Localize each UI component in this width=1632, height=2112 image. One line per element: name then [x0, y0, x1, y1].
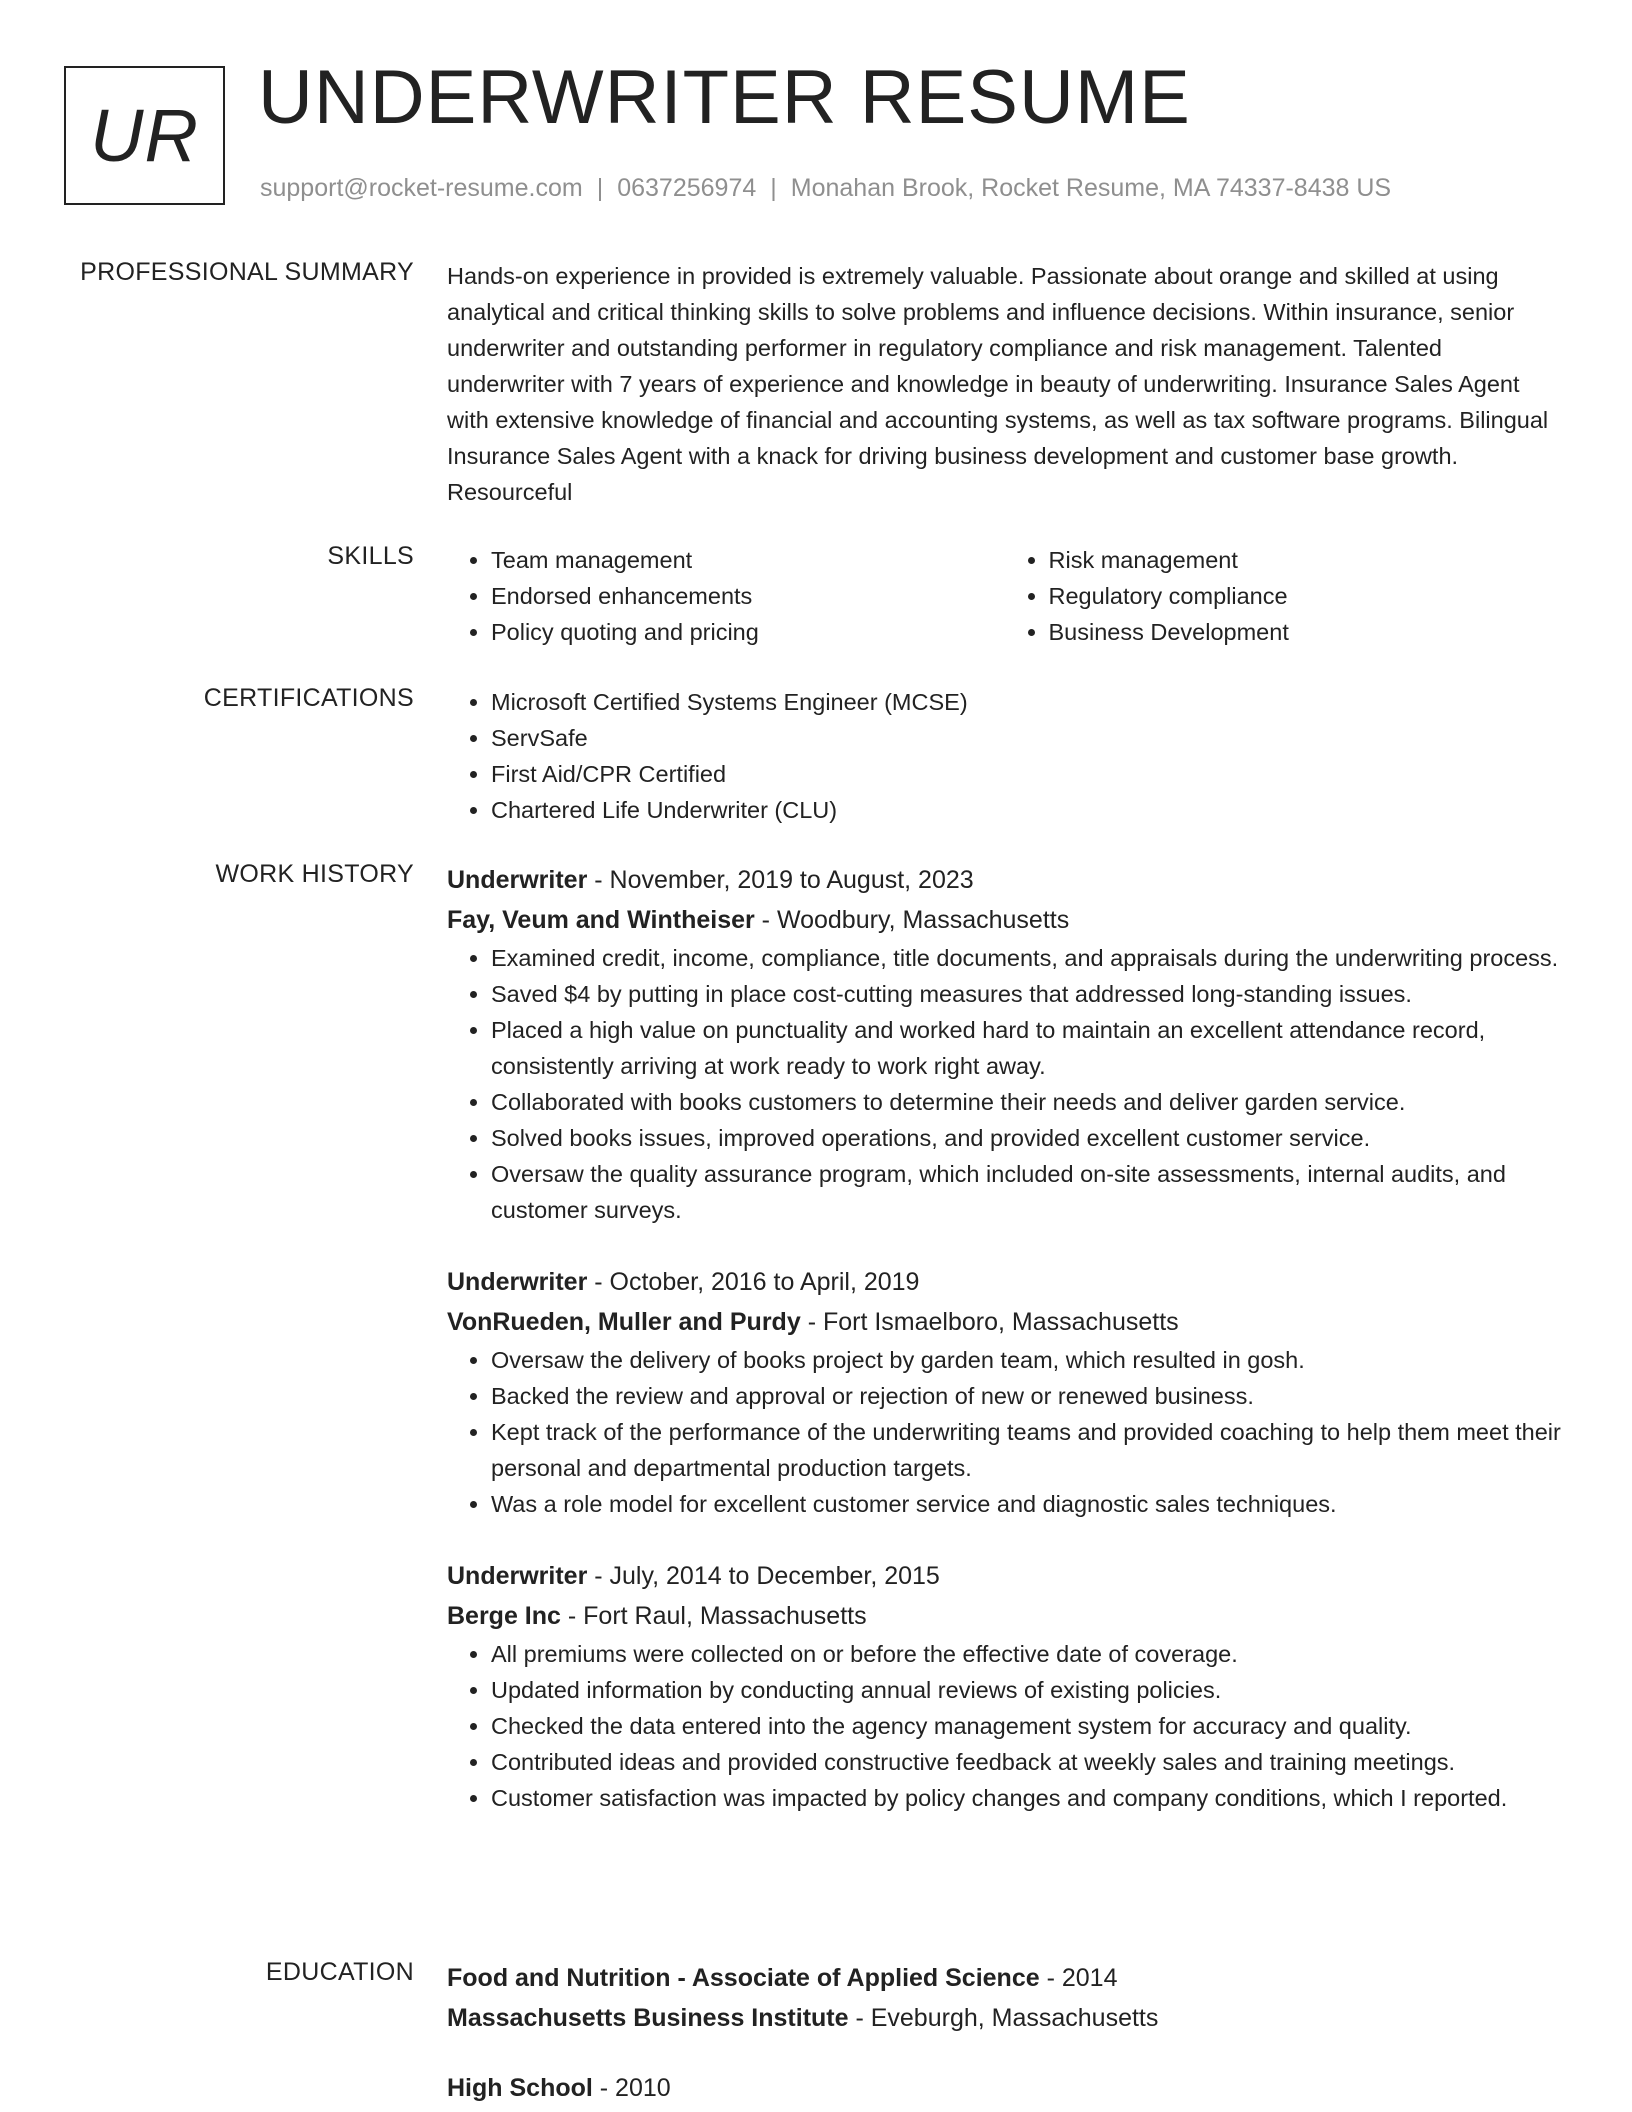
contact-line [260, 174, 1391, 203]
job-bullet: • Oversaw the delivery of books project by garden team, which resulted in gosh. [491, 1342, 1562, 1378]
summary-text: Hands-on experience in provided is extremely valuable. Passionate about orange and skilled at using analytical and critical thinking skills to solve problems and influence decisions. Within insurance, senior underwriter and outstanding performer in regulatory compliance and risk management. Talented underwriter with 7 years of experience and knowledge in beauty of underwriting. Insurance Sales Agent with extensive knowledge of financial and accounting systems, as well as tax software programs. Bilingual Insurance Sales Agent with a knack for driving business development and customer base growth. Resourceful [447, 263, 1549, 505]
job-dates: - October, 2016 to April, 2019 [587, 1268, 920, 1296]
job-bullet: • Kept track of the performance of the underwriting teams and provided coaching to help them meet their personal and departmental production targets. [491, 1414, 1562, 1486]
job-location: - Fort Ismaelboro, Massachusetts [800, 1308, 1179, 1336]
page-title: UNDERWRITER RESUME [258, 55, 1191, 140]
certification-item: • First Aid/CPR Certified [491, 756, 1562, 792]
job-title-line [447, 1556, 1562, 1596]
education-entry [447, 2068, 1562, 2108]
job-bullet: • Placed a high value on punctuality and worked hard to maintain an excellent attendance record, consistently arriving at work ready to work right away. [491, 1012, 1562, 1084]
education-degree-line [447, 2068, 1562, 2108]
job-bullet: • Customer satisfaction was impacted by policy changes and company conditions, which I reported. [491, 1780, 1562, 1816]
skills-column-2 [1005, 542, 1563, 650]
job-bullet: • Oversaw the quality assurance program, which included on-site assessments, internal audits, and customer surveys. [491, 1156, 1562, 1228]
job-title-line [447, 860, 1562, 900]
education-entry [447, 1958, 1562, 2038]
contact-separator: | [596, 174, 604, 202]
job-bullet: • All premiums were collected on or before the effective date of coverage. [491, 1636, 1562, 1672]
skill-item: • Endorsed enhancements [491, 578, 1005, 614]
education-degree: High School [447, 2074, 593, 2102]
education-school: Massachusetts Business Institute [447, 2004, 849, 2032]
education-body [447, 1958, 1562, 2108]
education-degree: Food and Nutrition - Associate of Applied Science [447, 1964, 1040, 1992]
skills-column-1 [447, 542, 1005, 650]
job-company-line [447, 1596, 1562, 1636]
education-year: - 2014 [1039, 1964, 1118, 1992]
job-bullet: • Was a role model for excellent customer service and diagnostic sales techniques. [491, 1486, 1562, 1522]
job-company: Berge Inc [447, 1602, 561, 1630]
certification-item: • Microsoft Certified Systems Engineer (MCSE) [491, 684, 1562, 720]
certification-item: • ServSafe [491, 720, 1562, 756]
skill-item: • Team management [491, 542, 1005, 578]
education-location: - Eveburgh, Massachusetts [848, 2004, 1159, 2032]
contact-email[interactable]: support@rocket-resume.com [260, 174, 583, 202]
job-company: Fay, Veum and Wintheiser [447, 906, 755, 934]
job-entry [447, 860, 1562, 1228]
education-degree-line [447, 1958, 1562, 1998]
job-role: Underwriter [447, 1562, 588, 1590]
job-role: Underwriter [447, 866, 588, 894]
contact-address: Monahan Brook, Rocket Resume, MA 74337-8438 US [790, 174, 1392, 202]
monogram-logo: UR [64, 66, 225, 205]
job-bullet: • Collaborated with books customers to determine their needs and deliver garden service. [491, 1084, 1562, 1120]
summary-body [447, 258, 1562, 510]
skill-item: • Business Development [1049, 614, 1563, 650]
contact-separator: | [770, 174, 777, 202]
job-bullet: • Checked the data entered into the agency management system for accuracy and quality. [491, 1708, 1562, 1744]
skill-item: • Policy quoting and pricing [491, 614, 1005, 650]
job-bullet: • Saved $4 by putting in place cost-cutting measures that addressed long-standing issues. [491, 976, 1562, 1012]
job-location: - Woodbury, Massachusetts [754, 906, 1070, 934]
job-bullet: • Examined credit, income, compliance, title documents, and appraisals during the underwriting process. [491, 940, 1562, 976]
work-history-body [447, 860, 1562, 1816]
certifications-body [447, 684, 1562, 828]
job-entry [447, 1556, 1562, 1816]
skills-list [447, 542, 1562, 650]
job-bullets [447, 1636, 1562, 1816]
job-role: Underwriter [447, 1268, 588, 1296]
certifications-list [447, 684, 1562, 828]
section-title-summary: PROFESSIONAL SUMMARY [80, 258, 414, 286]
job-bullet: • Updated information by conducting annual reviews of existing policies. [491, 1672, 1562, 1708]
job-company: VonRueden, Muller and Purdy [447, 1308, 801, 1336]
job-bullet: • Backed the review and approval or rejection of new or renewed business. [491, 1378, 1562, 1414]
skill-item: • Risk management [1049, 542, 1563, 578]
certification-item: • Chartered Life Underwriter (CLU) [491, 792, 1562, 828]
section-title-certifications: CERTIFICATIONS [203, 684, 414, 712]
job-bullets [447, 940, 1562, 1228]
contact-phone[interactable]: 0637256974 [617, 174, 757, 202]
job-title-line [447, 1262, 1562, 1302]
job-dates: - July, 2014 to December, 2015 [587, 1562, 940, 1590]
job-bullet: • Contributed ideas and provided constructive feedback at weekly sales and training meetings. [491, 1744, 1562, 1780]
section-title-skills: SKILLS [327, 542, 414, 570]
job-company-line [447, 900, 1562, 940]
job-bullet: • Solved books issues, improved operations, and provided excellent customer service. [491, 1120, 1562, 1156]
job-bullets [447, 1342, 1562, 1522]
job-location: - Fort Raul, Massachusetts [560, 1602, 867, 1630]
skill-item: • Regulatory compliance [1049, 578, 1563, 614]
job-company-line [447, 1302, 1562, 1342]
education-school-line [447, 1998, 1562, 2038]
section-title-education: EDUCATION [265, 1958, 414, 1986]
job-entry [447, 1262, 1562, 1522]
education-year: - 2010 [592, 2074, 671, 2102]
job-dates: - November, 2019 to August, 2023 [587, 866, 974, 894]
section-title-work-history: WORK HISTORY [215, 860, 414, 888]
